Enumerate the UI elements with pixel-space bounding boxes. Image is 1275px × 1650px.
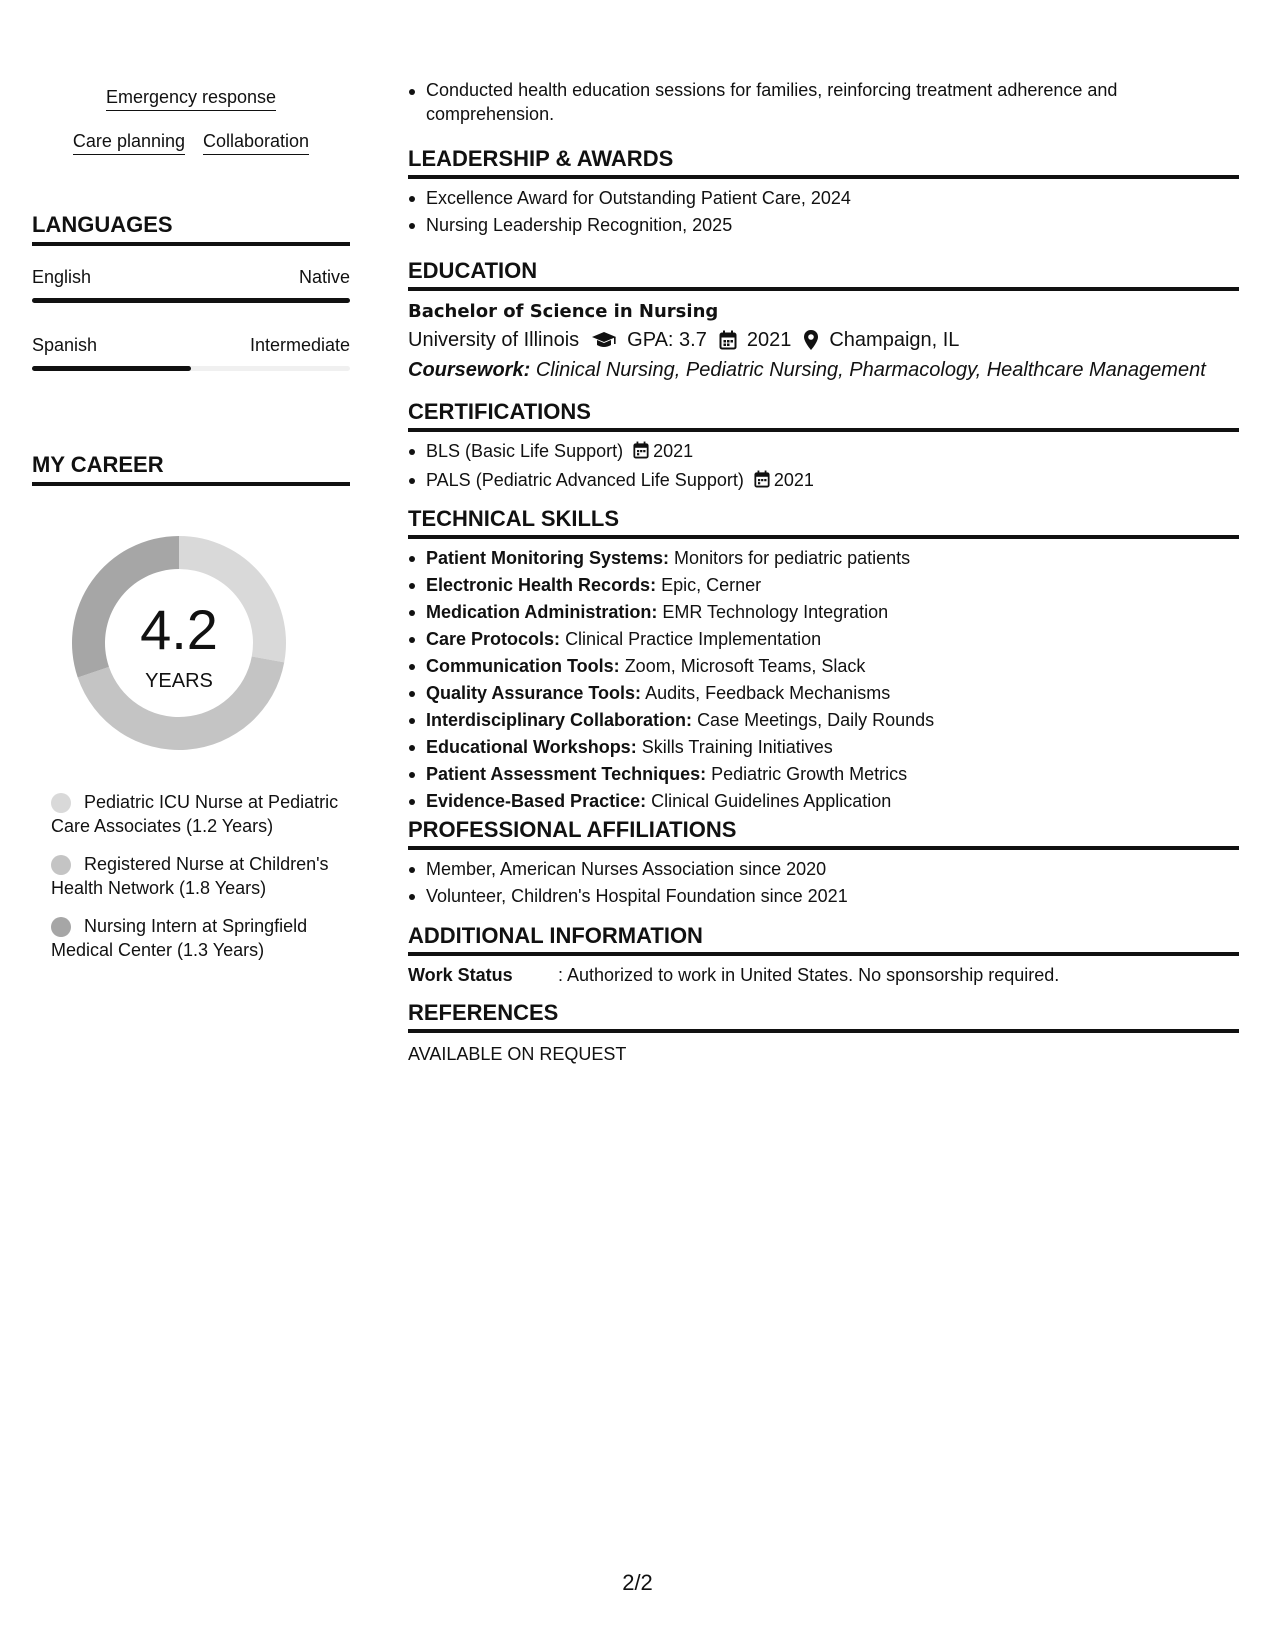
additional-info-section bbox=[408, 923, 1239, 988]
skill-label: Educational Workshops: bbox=[426, 737, 637, 757]
certification-name: BLS (Basic Life Support) bbox=[426, 441, 624, 461]
skill-item bbox=[408, 572, 1239, 599]
certification-item bbox=[408, 467, 1239, 496]
languages-heading: LANGUAGES bbox=[32, 212, 350, 246]
technical-skills-section bbox=[408, 506, 1239, 815]
experience-continued bbox=[408, 78, 1239, 126]
skill-label: Patient Assessment Techniques: bbox=[426, 764, 707, 784]
education-section bbox=[408, 258, 1239, 385]
skill-label: Evidence-Based Practice: bbox=[426, 791, 647, 811]
references-heading: REFERENCES bbox=[408, 1000, 1239, 1033]
work-status-label: Work Status bbox=[408, 965, 513, 985]
skill-label: Communication Tools: bbox=[426, 656, 620, 676]
career-total-years: 4.2 bbox=[140, 598, 218, 661]
skill-label: Medication Administration: bbox=[426, 602, 658, 622]
skill-value: Audits, Feedback Mechanisms bbox=[645, 683, 891, 703]
additional-info-heading: ADDITIONAL INFORMATION bbox=[408, 923, 1239, 956]
career-item-text: Registered Nurse at Children's Health Network (1.8 Years) bbox=[51, 854, 329, 898]
language-name: English bbox=[32, 267, 92, 287]
language-proficiency-bar bbox=[32, 298, 350, 303]
skill-item bbox=[408, 599, 1239, 626]
graduation-cap-icon bbox=[591, 331, 617, 349]
language-level: Native bbox=[298, 267, 350, 287]
coursework-label: Coursework: bbox=[408, 359, 531, 381]
career-legend bbox=[51, 790, 341, 976]
skill-label: Interdisciplinary Collaboration: bbox=[426, 710, 693, 730]
education-meta bbox=[408, 325, 1239, 355]
skill-value: Case Meetings, Daily Rounds bbox=[697, 710, 935, 730]
calendar-icon bbox=[719, 330, 737, 350]
affiliations-heading: PROFESSIONAL AFFILIATIONS bbox=[408, 817, 1239, 850]
certification-item bbox=[408, 438, 1239, 467]
language-level: Intermediate bbox=[249, 335, 350, 355]
skill-value: Skills Training Initiatives bbox=[641, 737, 833, 757]
career-donut-chart bbox=[66, 530, 292, 756]
skill-tag: Emergency response bbox=[106, 86, 276, 111]
career-item-text: Nursing Intern at Springfield Medical Center (1.3 Years) bbox=[51, 916, 308, 960]
skill-label: Patient Monitoring Systems: bbox=[426, 548, 670, 568]
award-item: Nursing Leadership Recognition, 2025 bbox=[408, 212, 1239, 239]
calendar-icon bbox=[633, 440, 649, 467]
skill-item bbox=[408, 653, 1239, 680]
skill-item bbox=[408, 707, 1239, 734]
school-location: Champaign, IL bbox=[829, 329, 960, 351]
language-english bbox=[32, 266, 350, 303]
skill-item bbox=[408, 788, 1239, 815]
skill-value: EMR Technology Integration bbox=[662, 602, 889, 622]
career-total-unit: YEARS bbox=[145, 670, 213, 692]
skill-item bbox=[408, 680, 1239, 707]
coursework bbox=[408, 355, 1239, 385]
skill-tag: Care planning bbox=[73, 130, 185, 155]
language-proficiency-fill bbox=[32, 298, 350, 303]
certifications-heading: CERTIFICATIONS bbox=[408, 399, 1239, 432]
language-name: Spanish bbox=[32, 335, 98, 355]
affiliation-item: Member, American Nurses Association since 2020 bbox=[408, 856, 1239, 883]
calendar-icon bbox=[754, 469, 770, 496]
skill-label: Quality Assurance Tools: bbox=[426, 683, 642, 703]
skill-item bbox=[408, 761, 1239, 788]
career-legend-item bbox=[51, 790, 341, 838]
page-number: 2/2 bbox=[622, 1570, 653, 1595]
skill-label: Care Protocols: bbox=[426, 629, 561, 649]
skill-tag: Collaboration bbox=[203, 130, 309, 155]
leadership-section bbox=[408, 146, 1239, 239]
education-heading: EDUCATION bbox=[408, 258, 1239, 291]
skill-item bbox=[408, 734, 1239, 761]
skill-value: Pediatric Growth Metrics bbox=[711, 764, 908, 784]
affiliation-item: Volunteer, Children's Hospital Foundation since 2021 bbox=[408, 883, 1239, 910]
skill-value: Clinical Practice Implementation bbox=[565, 629, 822, 649]
skill-value: Epic, Cerner bbox=[661, 575, 762, 595]
skill-item bbox=[408, 545, 1239, 572]
career-heading: MY CAREER bbox=[32, 452, 350, 486]
references-text: AVAILABLE ON REQUEST bbox=[408, 1044, 627, 1064]
career-item-text: Pediatric ICU Nurse at Pediatric Care Associates (1.2 Years) bbox=[51, 792, 339, 836]
gpa: GPA: 3.7 bbox=[627, 329, 707, 351]
legend-dot bbox=[51, 917, 71, 937]
certification-year: 2021 bbox=[773, 470, 814, 490]
coursework-list: Clinical Nursing, Pediatric Nursing, Pharmacology, Healthcare Management bbox=[535, 359, 1206, 381]
skill-label: Electronic Health Records: bbox=[426, 575, 657, 595]
skill-value: Zoom, Microsoft Teams, Slack bbox=[624, 656, 866, 676]
career-legend-item bbox=[51, 852, 341, 900]
location-pin-icon bbox=[803, 329, 819, 351]
work-status bbox=[408, 962, 1239, 988]
references-section bbox=[408, 1000, 1239, 1067]
language-proficiency-fill bbox=[32, 366, 191, 371]
work-status-value: : Authorized to work in United States. No sponsorship required. bbox=[558, 965, 1060, 985]
certifications-section bbox=[408, 399, 1239, 496]
certification-year: 2021 bbox=[653, 441, 694, 461]
language-proficiency-bar bbox=[32, 366, 350, 371]
language-spanish bbox=[32, 334, 350, 371]
skill-item bbox=[408, 626, 1239, 653]
award-item: Excellence Award for Outstanding Patient Care, 2024 bbox=[408, 185, 1239, 212]
degree-title: Bachelor of Science in Nursing bbox=[408, 301, 719, 322]
experience-bullet: Conducted health education sessions for families, reinforcing treatment adherence and comprehension. bbox=[408, 78, 1239, 126]
graduation-year: 2021 bbox=[746, 329, 792, 351]
skill-value: Monitors for pediatric patients bbox=[674, 548, 911, 568]
skill-tags-row-1 bbox=[32, 86, 350, 111]
school-name: University of Illinois bbox=[408, 329, 580, 351]
skill-tags-row-2 bbox=[32, 130, 350, 155]
legend-dot bbox=[51, 855, 71, 875]
leadership-heading: LEADERSHIP & AWARDS bbox=[408, 146, 1239, 179]
skill-value: Clinical Guidelines Application bbox=[651, 791, 892, 811]
affiliations-section bbox=[408, 817, 1239, 910]
career-legend-item bbox=[51, 914, 341, 962]
legend-dot bbox=[51, 793, 71, 813]
certification-name: PALS (Pediatric Advanced Life Support) bbox=[426, 470, 744, 490]
technical-skills-heading: TECHNICAL SKILLS bbox=[408, 506, 1239, 539]
